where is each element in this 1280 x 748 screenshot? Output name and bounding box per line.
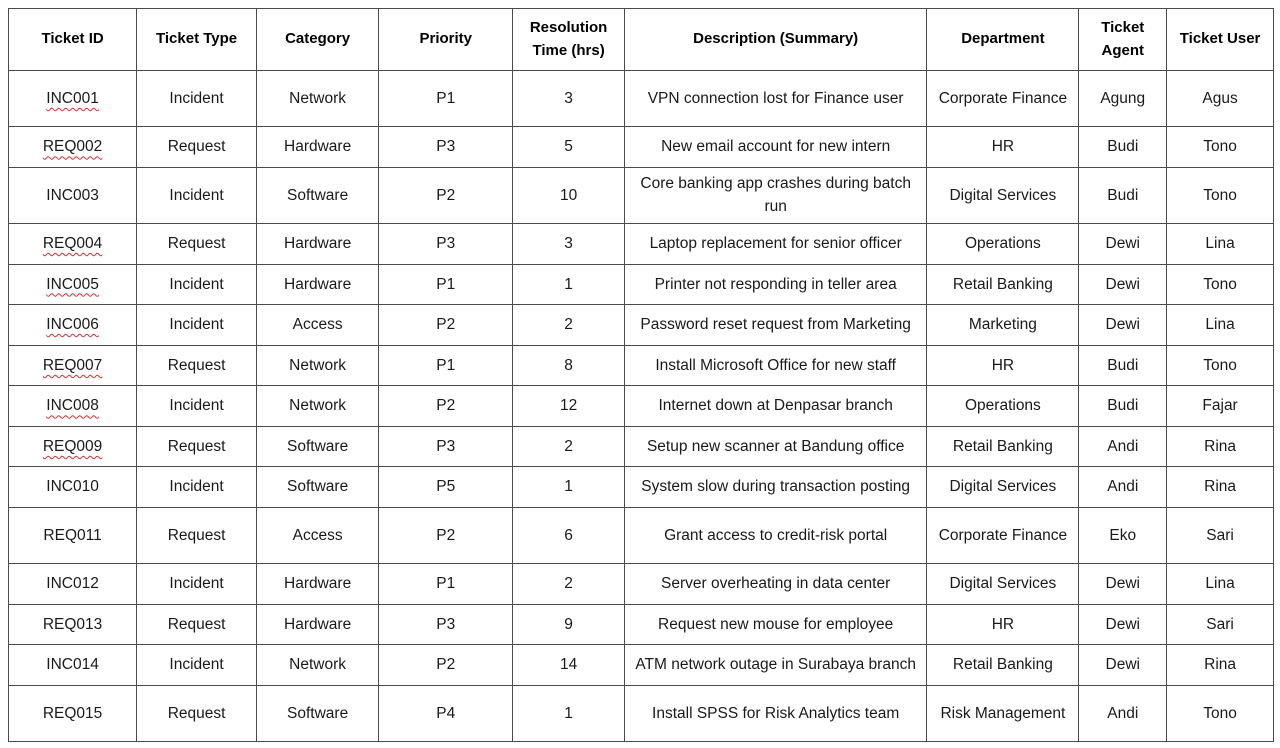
table-row (9, 71, 1274, 127)
table-row (9, 386, 1274, 427)
department-cell: Digital Services (927, 167, 1079, 223)
description-cell: ATM network outage in Surabaya branch (624, 645, 927, 686)
header-priority: Priority (379, 9, 513, 71)
ticket-type-cell: Incident (137, 305, 257, 346)
description-cell: Grant access to credit-risk portal (624, 507, 927, 563)
department-cell: HR (927, 345, 1079, 386)
description-cell: System slow during transaction posting (624, 467, 927, 508)
priority-cell: P2 (379, 645, 513, 686)
category-cell: Hardware (257, 223, 379, 264)
category-cell: Hardware (257, 127, 379, 168)
ticket-id-cell: INC005 (9, 264, 137, 305)
description-cell: Install Microsoft Office for new staff (624, 345, 927, 386)
ticket-id-cell: REQ009 (9, 426, 137, 467)
ticket-user-cell: Rina (1167, 645, 1274, 686)
category-cell: Network (257, 386, 379, 427)
table-row (9, 305, 1274, 346)
ticket-user-cell: Sari (1167, 604, 1274, 645)
department-cell: Retail Banking (927, 645, 1079, 686)
ticket-type-cell: Request (137, 127, 257, 168)
ticket-type-cell: Request (137, 685, 257, 741)
ticket-id-cell: INC006 (9, 305, 137, 346)
header-description: Description (Summary) (624, 9, 927, 71)
ticket-user-cell: Lina (1167, 305, 1274, 346)
priority-cell: P3 (379, 223, 513, 264)
header-row (9, 9, 1274, 71)
table-row (9, 507, 1274, 563)
description-cell: Password reset request from Marketing (624, 305, 927, 346)
department-cell: Operations (927, 386, 1079, 427)
ticket-agent-cell: Dewi (1079, 645, 1167, 686)
ticket-agent-cell: Budi (1079, 167, 1167, 223)
ticket-id-cell: REQ004 (9, 223, 137, 264)
ticket-id-cell: REQ011 (9, 507, 137, 563)
ticket-agent-cell: Budi (1079, 345, 1167, 386)
category-cell: Software (257, 426, 379, 467)
ticket-agent-cell: Andi (1079, 685, 1167, 741)
table-row (9, 426, 1274, 467)
priority-cell: P2 (379, 507, 513, 563)
description-cell: Laptop replacement for senior officer (624, 223, 927, 264)
department-cell: Digital Services (927, 564, 1079, 605)
description-cell: Internet down at Denpasar branch (624, 386, 927, 427)
resolution-time-cell: 5 (513, 127, 625, 168)
resolution-time-cell: 1 (513, 685, 625, 741)
department-cell: Risk Management (927, 685, 1079, 741)
category-cell: Hardware (257, 264, 379, 305)
ticket-id-cell: INC014 (9, 645, 137, 686)
department-cell: HR (927, 127, 1079, 168)
ticket-id-cell: INC012 (9, 564, 137, 605)
category-cell: Software (257, 467, 379, 508)
ticket-agent-cell: Dewi (1079, 604, 1167, 645)
ticket-agent-cell: Budi (1079, 386, 1167, 427)
department-cell: Corporate Finance (927, 71, 1079, 127)
ticket-user-cell: Tono (1167, 167, 1274, 223)
description-cell: Install SPSS for Risk Analytics team (624, 685, 927, 741)
table-row (9, 564, 1274, 605)
description-cell: Request new mouse for employee (624, 604, 927, 645)
priority-cell: P1 (379, 264, 513, 305)
ticket-id-cell: REQ015 (9, 685, 137, 741)
resolution-time-cell: 8 (513, 345, 625, 386)
ticket-agent-cell: Budi (1079, 127, 1167, 168)
table-row (9, 467, 1274, 508)
ticket-user-cell: Fajar (1167, 386, 1274, 427)
ticket-agent-cell: Dewi (1079, 564, 1167, 605)
ticket-user-cell: Rina (1167, 426, 1274, 467)
description-cell: New email account for new intern (624, 127, 927, 168)
resolution-time-cell: 12 (513, 386, 625, 427)
resolution-time-cell: 10 (513, 167, 625, 223)
ticket-id-cell: INC010 (9, 467, 137, 508)
table-row (9, 604, 1274, 645)
priority-cell: P3 (379, 604, 513, 645)
category-cell: Network (257, 71, 379, 127)
ticket-id-cell: REQ002 (9, 127, 137, 168)
category-cell: Access (257, 507, 379, 563)
priority-cell: P2 (379, 305, 513, 346)
department-cell: Corporate Finance (927, 507, 1079, 563)
ticket-type-cell: Incident (137, 467, 257, 508)
ticket-user-cell: Agus (1167, 71, 1274, 127)
priority-cell: P4 (379, 685, 513, 741)
ticket-type-cell: Request (137, 223, 257, 264)
table-row (9, 223, 1274, 264)
header-ticket-type: Ticket Type (137, 9, 257, 71)
priority-cell: P5 (379, 467, 513, 508)
resolution-time-cell: 2 (513, 426, 625, 467)
resolution-time-cell: 1 (513, 264, 625, 305)
priority-cell: P3 (379, 127, 513, 168)
resolution-time-cell: 3 (513, 223, 625, 264)
ticket-id-cell: INC008 (9, 386, 137, 427)
table-row (9, 345, 1274, 386)
priority-cell: P2 (379, 167, 513, 223)
ticket-table-body (9, 71, 1274, 742)
ticket-user-cell: Sari (1167, 507, 1274, 563)
priority-cell: P3 (379, 426, 513, 467)
table-row (9, 127, 1274, 168)
resolution-time-cell: 6 (513, 507, 625, 563)
resolution-time-cell: 1 (513, 467, 625, 508)
department-cell: Retail Banking (927, 264, 1079, 305)
priority-cell: P2 (379, 386, 513, 427)
description-cell: VPN connection lost for Finance user (624, 71, 927, 127)
table-row (9, 685, 1274, 741)
description-cell: Core banking app crashes during batch run (624, 167, 927, 223)
ticket-agent-cell: Andi (1079, 467, 1167, 508)
description-cell: Setup new scanner at Bandung office (624, 426, 927, 467)
ticket-type-cell: Request (137, 426, 257, 467)
ticket-user-cell: Tono (1167, 685, 1274, 741)
priority-cell: P1 (379, 564, 513, 605)
table-row (9, 264, 1274, 305)
description-cell: Server overheating in data center (624, 564, 927, 605)
department-cell: Retail Banking (927, 426, 1079, 467)
ticket-user-cell: Tono (1167, 264, 1274, 305)
ticket-type-cell: Request (137, 345, 257, 386)
category-cell: Software (257, 167, 379, 223)
department-cell: HR (927, 604, 1079, 645)
ticket-agent-cell: Dewi (1079, 264, 1167, 305)
header-ticket-id: Ticket ID (9, 9, 137, 71)
ticket-table (8, 8, 1274, 742)
category-cell: Hardware (257, 604, 379, 645)
ticket-user-cell: Tono (1167, 127, 1274, 168)
header-ticket-user: Ticket User (1167, 9, 1274, 71)
ticket-type-cell: Incident (137, 564, 257, 605)
ticket-user-cell: Lina (1167, 564, 1274, 605)
ticket-user-cell: Tono (1167, 345, 1274, 386)
ticket-id-cell: INC003 (9, 167, 137, 223)
ticket-agent-cell: Dewi (1079, 223, 1167, 264)
resolution-time-cell: 3 (513, 71, 625, 127)
priority-cell: P1 (379, 345, 513, 386)
ticket-type-cell: Incident (137, 264, 257, 305)
ticket-type-cell: Incident (137, 645, 257, 686)
priority-cell: P1 (379, 71, 513, 127)
ticket-agent-cell: Agung (1079, 71, 1167, 127)
resolution-time-cell: 2 (513, 305, 625, 346)
ticket-id-cell: REQ013 (9, 604, 137, 645)
ticket-type-cell: Incident (137, 386, 257, 427)
ticket-agent-cell: Andi (1079, 426, 1167, 467)
header-ticket-agent: Ticket Agent (1079, 9, 1167, 71)
ticket-user-cell: Rina (1167, 467, 1274, 508)
table-row (9, 167, 1274, 223)
description-cell: Printer not responding in teller area (624, 264, 927, 305)
category-cell: Hardware (257, 564, 379, 605)
ticket-user-cell: Lina (1167, 223, 1274, 264)
ticket-type-cell: Incident (137, 71, 257, 127)
ticket-id-cell: INC001 (9, 71, 137, 127)
resolution-time-cell: 9 (513, 604, 625, 645)
header-department: Department (927, 9, 1079, 71)
ticket-type-cell: Request (137, 507, 257, 563)
header-category: Category (257, 9, 379, 71)
category-cell: Network (257, 345, 379, 386)
department-cell: Operations (927, 223, 1079, 264)
category-cell: Software (257, 685, 379, 741)
department-cell: Marketing (927, 305, 1079, 346)
ticket-type-cell: Incident (137, 167, 257, 223)
ticket-agent-cell: Dewi (1079, 305, 1167, 346)
category-cell: Access (257, 305, 379, 346)
table-row (9, 645, 1274, 686)
resolution-time-cell: 14 (513, 645, 625, 686)
ticket-id-cell: REQ007 (9, 345, 137, 386)
ticket-agent-cell: Eko (1079, 507, 1167, 563)
ticket-type-cell: Request (137, 604, 257, 645)
category-cell: Network (257, 645, 379, 686)
resolution-time-cell: 2 (513, 564, 625, 605)
department-cell: Digital Services (927, 467, 1079, 508)
header-resolution-time: Resolution Time (hrs) (513, 9, 625, 71)
